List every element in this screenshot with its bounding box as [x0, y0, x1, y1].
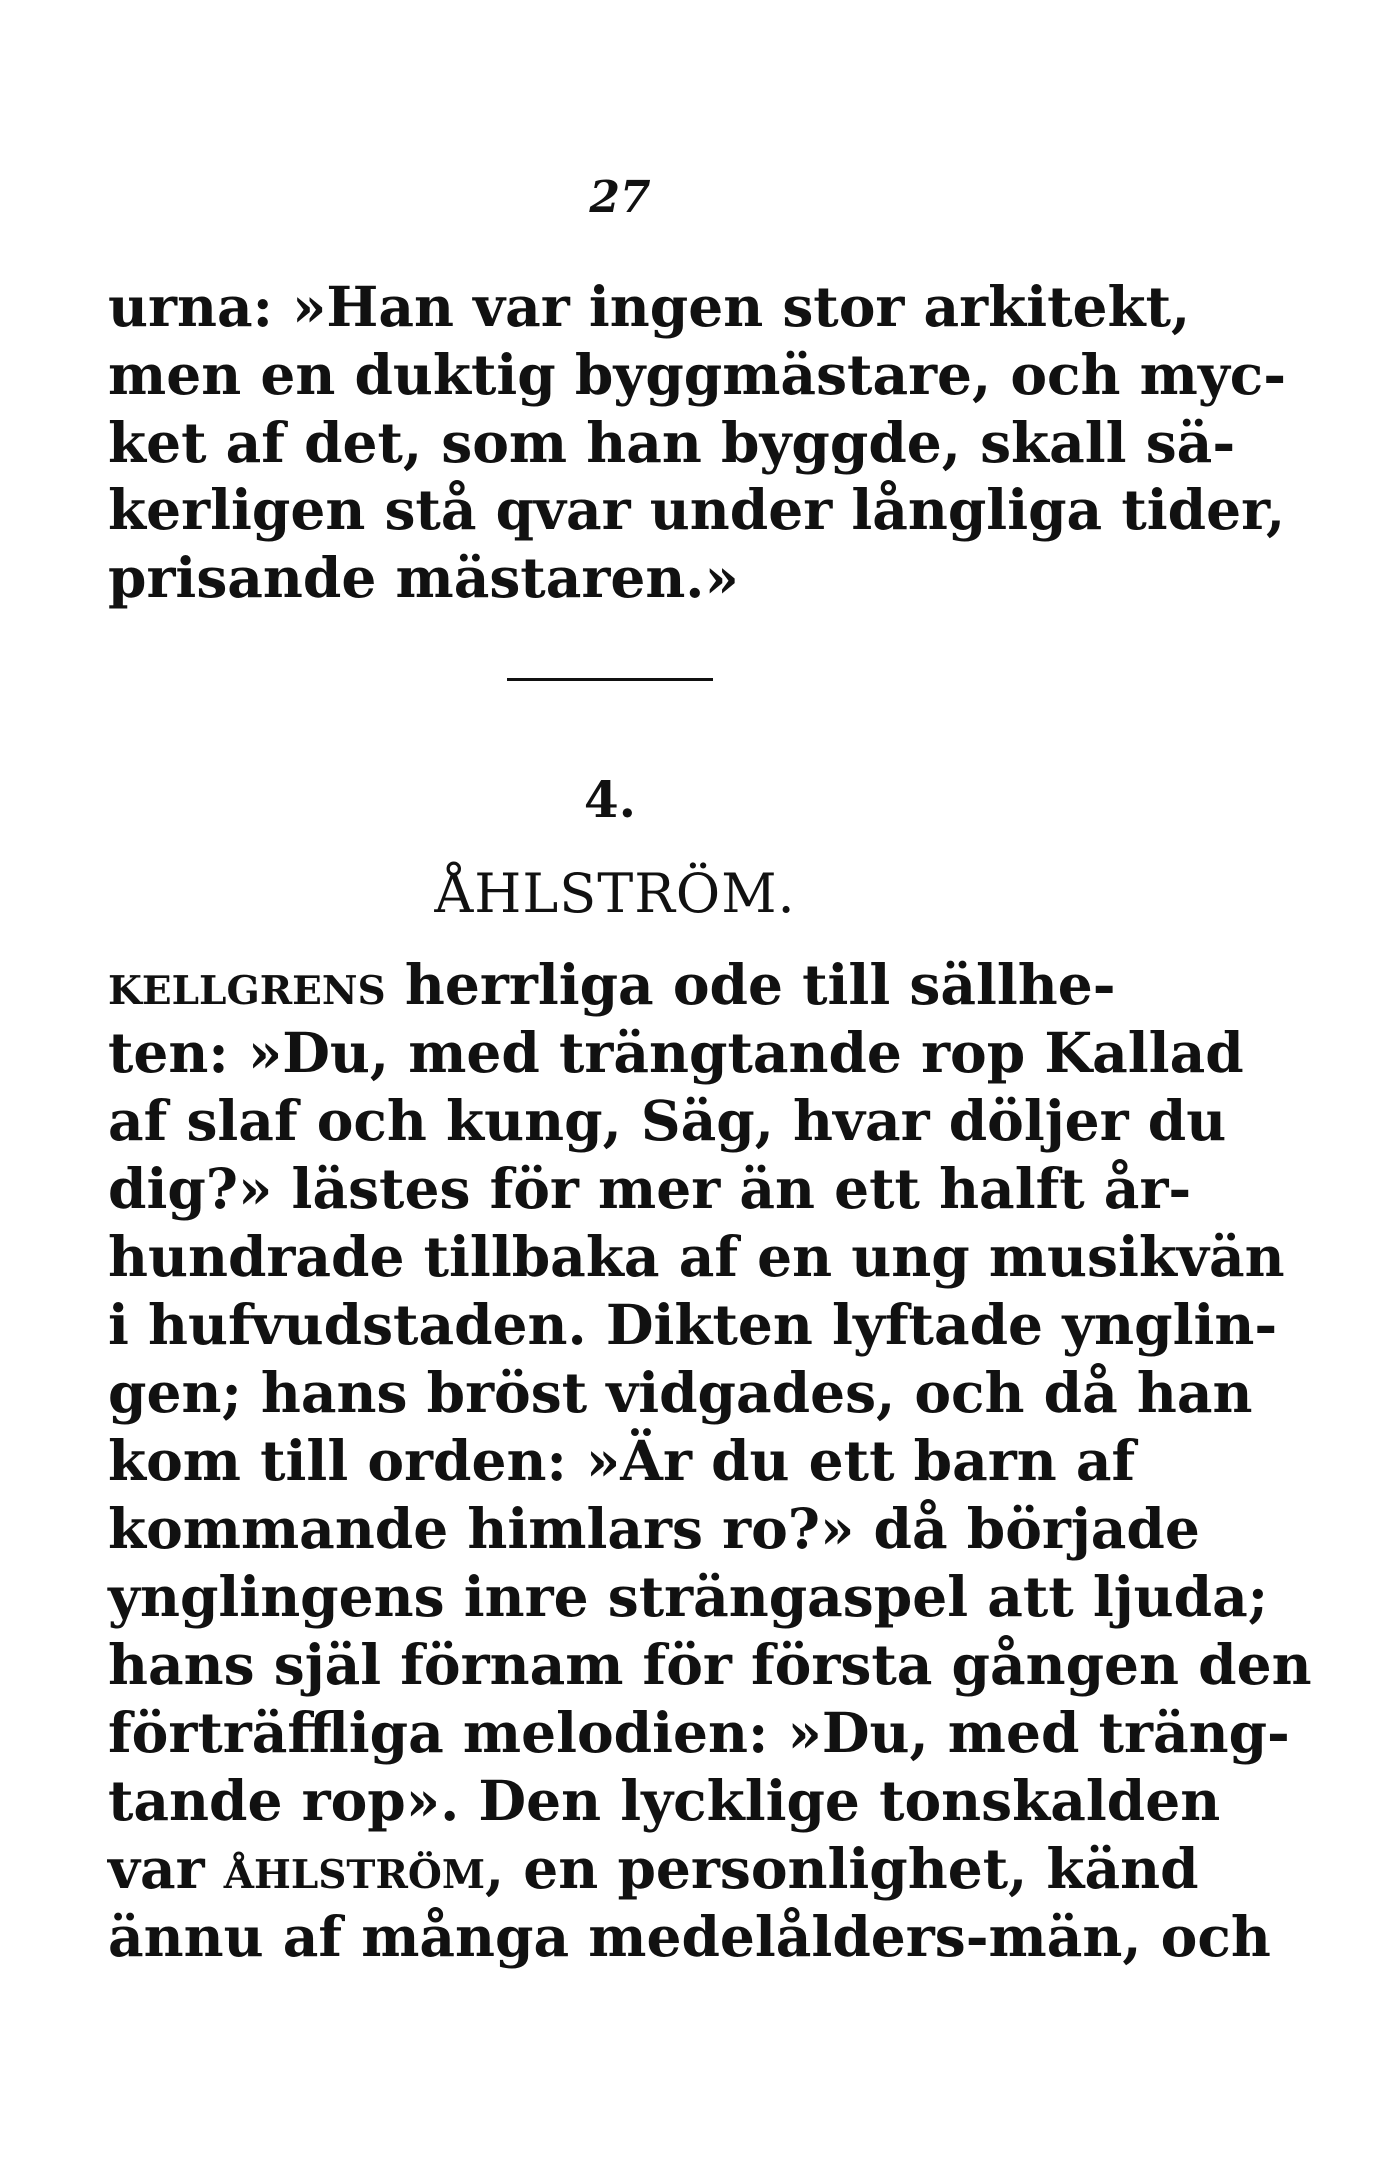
author-name-smallcaps: kellgrens: [108, 952, 386, 1017]
text-line: förträffliga melodien: »Du, med träng-: [108, 1700, 1290, 1765]
text-line: kerligen stå qvar under långliga tider,: [108, 477, 1286, 542]
text-span: , en personlighet, känd: [485, 1836, 1199, 1901]
text-line: i hufvudstaden. Dikten lyftade ynglin-: [108, 1292, 1278, 1357]
text-line: ynglingens inre strängaspel att ljuda;: [108, 1564, 1269, 1629]
text-line: tande rop». Den lycklige tonskalden: [108, 1768, 1221, 1833]
text-line: ännu af många medelålders-män, och: [108, 1904, 1271, 1969]
text-line: urna: »Han var ingen stor arkitekt,: [108, 274, 1191, 339]
text-line: [108, 1834, 1199, 1904]
text-line: gen; hans bröst vidgades, och då han: [108, 1360, 1253, 1425]
text-line: ten: »Du, med trängtande rop Kallad: [108, 1020, 1244, 1085]
section-divider: [507, 678, 713, 681]
text-line: men en duktig byggmästare, och myc-: [108, 342, 1287, 407]
text-line: kom till orden: »Är du ett barn af: [108, 1428, 1136, 1493]
text-line: prisande mästaren.»: [108, 545, 739, 610]
page-number: 27: [589, 172, 651, 223]
text-line: dig?» lästes för mer än ett halft år-: [108, 1156, 1192, 1221]
text-line: ket af det, som han byggde, skall sä-: [108, 410, 1236, 475]
text-line: hans själ förnam för första gången den: [108, 1632, 1312, 1697]
section-number: 4.: [583, 770, 637, 829]
text-line: [108, 950, 1114, 1020]
text-line: kommande himlars ro?» då började: [108, 1496, 1200, 1561]
text-line: hundrade tillbaka af en ung musikvän: [108, 1224, 1285, 1289]
section-title: ÅHLSTRÖM.: [434, 862, 796, 925]
composer-name-smallcaps: åhlström: [223, 1836, 486, 1901]
text-line: af slaf och kung, Säg, hvar döljer du: [108, 1088, 1227, 1153]
text-span: var: [108, 1836, 224, 1901]
text-span: herrliga ode till sällhe-: [385, 952, 1116, 1017]
